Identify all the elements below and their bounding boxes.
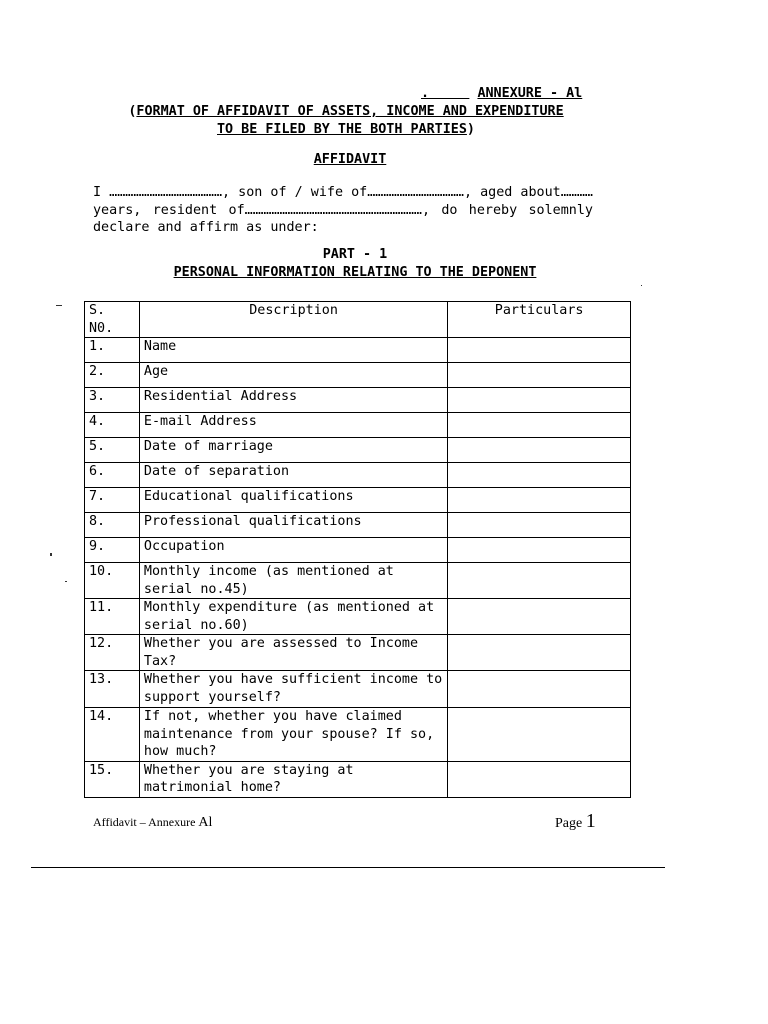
declaration-text: I ……………………………………, son of / wife of………………………………, aged about…………years, resident of…………………………………………………………, do hereby solemnly declare and affirm as under: xyxy=(93,185,593,236)
part-subheading: PERSONAL INFORMATION RELATING TO THE DEPONENT xyxy=(173,265,537,280)
row-particulars[interactable] xyxy=(448,363,631,388)
header-particulars: Particulars xyxy=(448,302,631,338)
page-number: 1 xyxy=(585,810,596,832)
row-description: Name xyxy=(139,338,447,363)
row-sno: 15. xyxy=(85,761,140,797)
scan-speck xyxy=(56,305,62,306)
row-sno: 4. xyxy=(85,413,140,438)
row-description: E-mail Address xyxy=(139,413,447,438)
row-sno: 11. xyxy=(85,599,140,635)
row-description: Educational qualifications xyxy=(139,488,447,513)
row-particulars[interactable] xyxy=(448,635,631,671)
format-close-paren: ) xyxy=(466,121,475,137)
table-row xyxy=(85,488,631,513)
affidavit-heading: AFFIDAVIT xyxy=(313,152,387,167)
table-row xyxy=(85,438,631,463)
table-header-row xyxy=(85,302,631,338)
row-particulars[interactable] xyxy=(448,761,631,797)
row-particulars[interactable] xyxy=(448,438,631,463)
format-line-2: TO BE FILED BY THE BOTH PARTIES xyxy=(217,121,467,137)
row-sno: 14. xyxy=(85,708,140,762)
row-description: Whether you have sufficient income to support yourself? xyxy=(139,671,447,708)
row-sno: 3. xyxy=(85,388,140,413)
personal-info-table xyxy=(84,301,631,798)
row-particulars[interactable] xyxy=(448,338,631,363)
scan-speck xyxy=(65,581,67,582)
row-particulars[interactable] xyxy=(448,388,631,413)
table-row xyxy=(85,388,631,413)
row-sno: 12. xyxy=(85,635,140,671)
scan-speck xyxy=(50,553,52,556)
format-open-paren: ( xyxy=(128,104,137,119)
row-description: Age xyxy=(139,363,447,388)
row-description: Date of marriage xyxy=(139,438,447,463)
row-description: Whether you are staying at matrimonial home? xyxy=(139,761,447,797)
table-row xyxy=(85,463,631,488)
row-sno: 1. xyxy=(85,338,140,363)
part-heading: PART - 1 xyxy=(322,247,388,262)
row-description: If not, whether you have claimed maintenance from your spouse? If so, how much? xyxy=(139,708,447,762)
annexure-lead: . xyxy=(421,86,470,101)
row-description: Whether you are assessed to Income Tax? xyxy=(139,635,447,671)
row-description: Professional qualifications xyxy=(139,513,447,538)
row-particulars[interactable] xyxy=(448,488,631,513)
row-particulars[interactable] xyxy=(448,671,631,708)
table-row xyxy=(85,413,631,438)
header-description: Description xyxy=(139,302,447,338)
row-particulars[interactable] xyxy=(448,463,631,488)
footer-label-prefix: Affidavit – Annexure xyxy=(93,815,199,829)
annexure-title: ANNEXURE - Al xyxy=(477,86,583,101)
row-sno: 2. xyxy=(85,363,140,388)
table-row xyxy=(85,363,631,388)
page-divider xyxy=(31,867,665,868)
table-body xyxy=(85,338,631,798)
row-particulars[interactable] xyxy=(448,599,631,635)
row-particulars[interactable] xyxy=(448,413,631,438)
row-sno: 13. xyxy=(85,671,140,708)
table-row xyxy=(85,513,631,538)
row-description: Residential Address xyxy=(139,388,447,413)
footer-label-suffix: Al xyxy=(198,815,213,830)
row-sno: 10. xyxy=(85,563,140,599)
row-sno: 5. xyxy=(85,438,140,463)
table-row xyxy=(85,599,631,635)
format-line-1: FORMAT OF AFFIDAVIT OF ASSETS, INCOME AND EXPENDITURE xyxy=(136,104,564,119)
table-row xyxy=(85,538,631,563)
row-sno: 6. xyxy=(85,463,140,488)
row-description: Monthly income (as mentioned at serial no.45) xyxy=(139,563,447,599)
row-sno: 9. xyxy=(85,538,140,563)
table-row xyxy=(85,635,631,671)
page-label: Page xyxy=(555,816,586,831)
scan-speck xyxy=(641,285,642,286)
table-row xyxy=(85,708,631,762)
row-particulars[interactable] xyxy=(448,563,631,599)
row-description: Occupation xyxy=(139,538,447,563)
annexure-label xyxy=(421,86,582,101)
table-row xyxy=(85,671,631,708)
table-row xyxy=(85,563,631,599)
row-particulars[interactable] xyxy=(448,538,631,563)
row-sno: 7. xyxy=(85,488,140,513)
row-description: Monthly expenditure (as mentioned at serial no.60) xyxy=(139,599,447,635)
table-row xyxy=(85,761,631,797)
row-sno: 8. xyxy=(85,513,140,538)
row-particulars[interactable] xyxy=(448,708,631,762)
row-description: Date of separation xyxy=(139,463,447,488)
format-title xyxy=(96,103,596,138)
row-particulars[interactable] xyxy=(448,513,631,538)
header-sno: S. N0. xyxy=(85,302,140,338)
footer-document-label xyxy=(93,815,212,831)
footer-page-number xyxy=(555,810,596,833)
table-row xyxy=(85,338,631,363)
